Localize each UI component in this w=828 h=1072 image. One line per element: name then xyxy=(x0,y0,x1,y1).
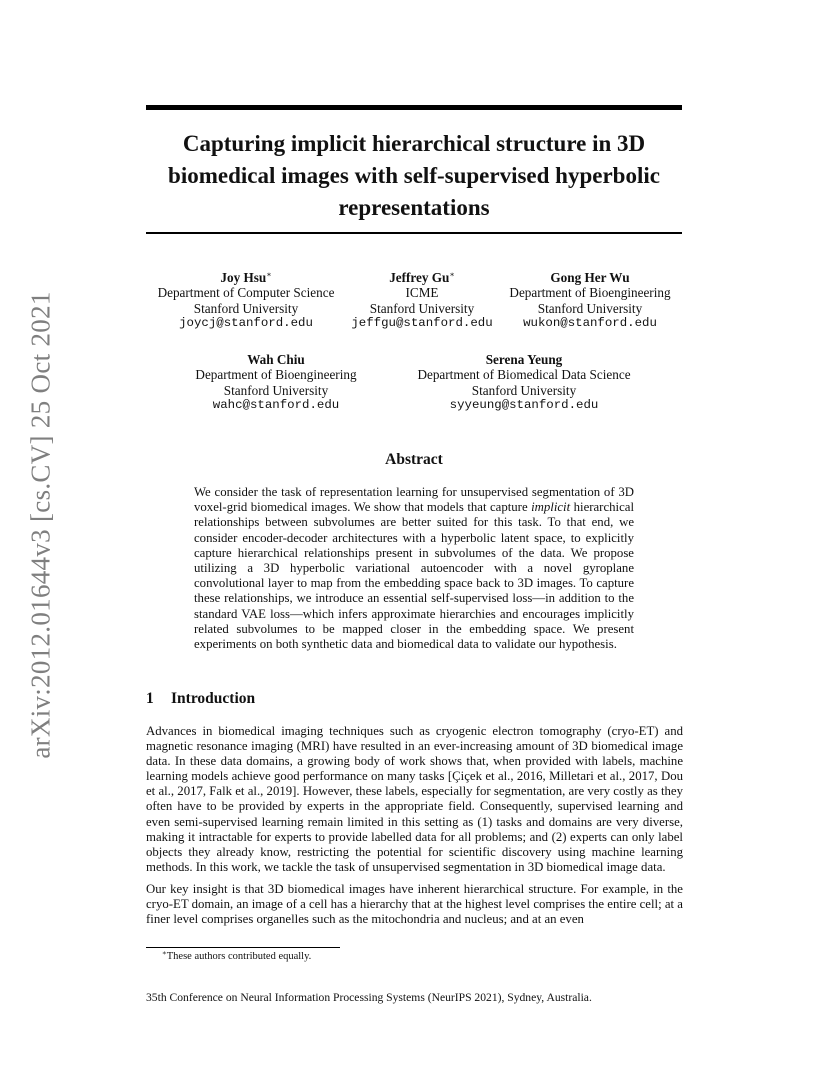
author-email: joycj@stanford.edu xyxy=(179,315,313,330)
title-bottom-rule xyxy=(146,232,682,234)
author-block-wu xyxy=(496,270,684,331)
venue-note: 35th Conference on Neural Information Processing Systems (NeurIPS 2021), Sydney, Australia. xyxy=(146,991,592,1004)
arxiv-identifier-margin xyxy=(18,290,64,760)
author-block-gu xyxy=(340,270,504,331)
abstract-heading: Abstract xyxy=(385,451,443,468)
author-department: Department of Bioengineering xyxy=(195,367,357,383)
paper-title: Capturing implicit hierarchical structure in 3D biomedical images with self-supervised hyperbolic representations xyxy=(168,131,660,220)
author-affiliation: Stanford University xyxy=(369,300,475,316)
author-email: jeffgu@stanford.edu xyxy=(351,315,493,330)
abstract-emphasis: implicit xyxy=(531,500,571,515)
footnote-text: These authors contributed equally. xyxy=(166,951,312,962)
footnote-rule xyxy=(146,947,340,948)
arxiv-identifier: arXiv:2012.01644v3 [cs.CV] 25 Oct 2021 xyxy=(25,291,56,759)
footnote-mark: ∗ xyxy=(162,949,167,957)
author-block-chiu xyxy=(186,352,366,413)
author-department: Department of Biomedical Data Science xyxy=(417,367,631,383)
author-department: Department of Computer Science xyxy=(157,285,335,301)
author-email: wukon@stanford.edu xyxy=(523,315,657,330)
author-department: ICME xyxy=(405,285,439,301)
introduction-body xyxy=(146,724,683,934)
author-name: Gong Her Wu xyxy=(550,270,630,285)
footnote xyxy=(162,951,311,962)
body-paragraph: Our key insight is that 3D biomedical images have inherent hierarchical structure. For example, in the cryo-ET domain, an image of a cell has a hierarchy that at the highest level comprises the entire cell; at a finer level comprises organelles such as the mitochondria and nucleus; and at an even xyxy=(146,881,683,927)
abstract-text: hierarchical relationships between subvolumes are better suited for this task. To that end, we consider encoder-decoder architectures with a hyperbolic latent space, to explicitly capture hierarchical relationships present in subvolumes of the data. We propose utilizing a 3D hyperbolic variational autoencoder with a novel gyroplane convolutional layer to map from the embedding space back to 3D images. To capture these relationships, we introduce an essential self-supervised loss—in addition to the standard VAE loss—which infers approximate hierarchies and encourages implicitly related subvolumes to be mapped closer in the embedding space. We present experiments on both synthetic data and biomedical data to validate our hypothesis. xyxy=(194,500,634,652)
title-top-rule xyxy=(146,105,682,110)
body-paragraph: Advances in biomedical imaging techniques such as cryogenic electron tomography (cryo-ET) and magnetic resonance imaging (MRI) have resulted in an ever-increasing amount of 3D biomedical image data. In these data domains, a growing body of work shows that, when provided with labels, machine learning models achieve good performance on many tasks [Çiçek et al., 2016, Milletari et al., 2017, Dou et al., 2017, Falk et al., 2019]. However, these labels, especially for segmentation, are very costly as they often have to be provided by experts in the appropriate field. Consequently, supervised learning and even semi-supervised learning remain limited in this setting as (1) tasks and domains are very diverse, making it intractable for experts to provide labelled data for all problems; and (2) experts can only label objects they already know, restricting the potential for scientific discovery using machine learning methods. In this work, we tackle the task of unsupervised segmentation in 3D biomedical image data. xyxy=(146,724,683,874)
author-department: Department of Bioengineering xyxy=(509,285,671,301)
author-email: wahc@stanford.edu xyxy=(212,397,340,412)
author-affiliation: Stanford University xyxy=(537,300,643,316)
abstract-paragraph xyxy=(194,485,634,652)
section-title: Introduction xyxy=(171,690,256,707)
author-affiliation: Stanford University xyxy=(223,382,329,398)
abstract-text: We consider the task of representation learning for unsupervised segmentation of 3D voxel-grid biomedical images. We show that models that capture xyxy=(194,485,634,515)
author-name: Jeffrey Gu xyxy=(389,270,450,285)
section-number: 1 xyxy=(146,690,154,707)
author-affiliation: Stanford University xyxy=(471,382,577,398)
author-email: syyeung@stanford.edu xyxy=(449,397,599,412)
author-name: Serena Yeung xyxy=(485,352,563,367)
equal-contribution-mark: ∗ xyxy=(449,270,455,279)
author-name: Joy Hsu xyxy=(220,270,267,285)
author-affiliation: Stanford University xyxy=(193,300,299,316)
equal-contribution-mark: ∗ xyxy=(266,270,272,279)
author-block-yeung xyxy=(404,352,644,413)
author-block-hsu xyxy=(146,270,346,331)
author-name: Wah Chiu xyxy=(247,352,305,367)
abstract-body xyxy=(194,485,634,652)
section-heading xyxy=(146,690,255,708)
